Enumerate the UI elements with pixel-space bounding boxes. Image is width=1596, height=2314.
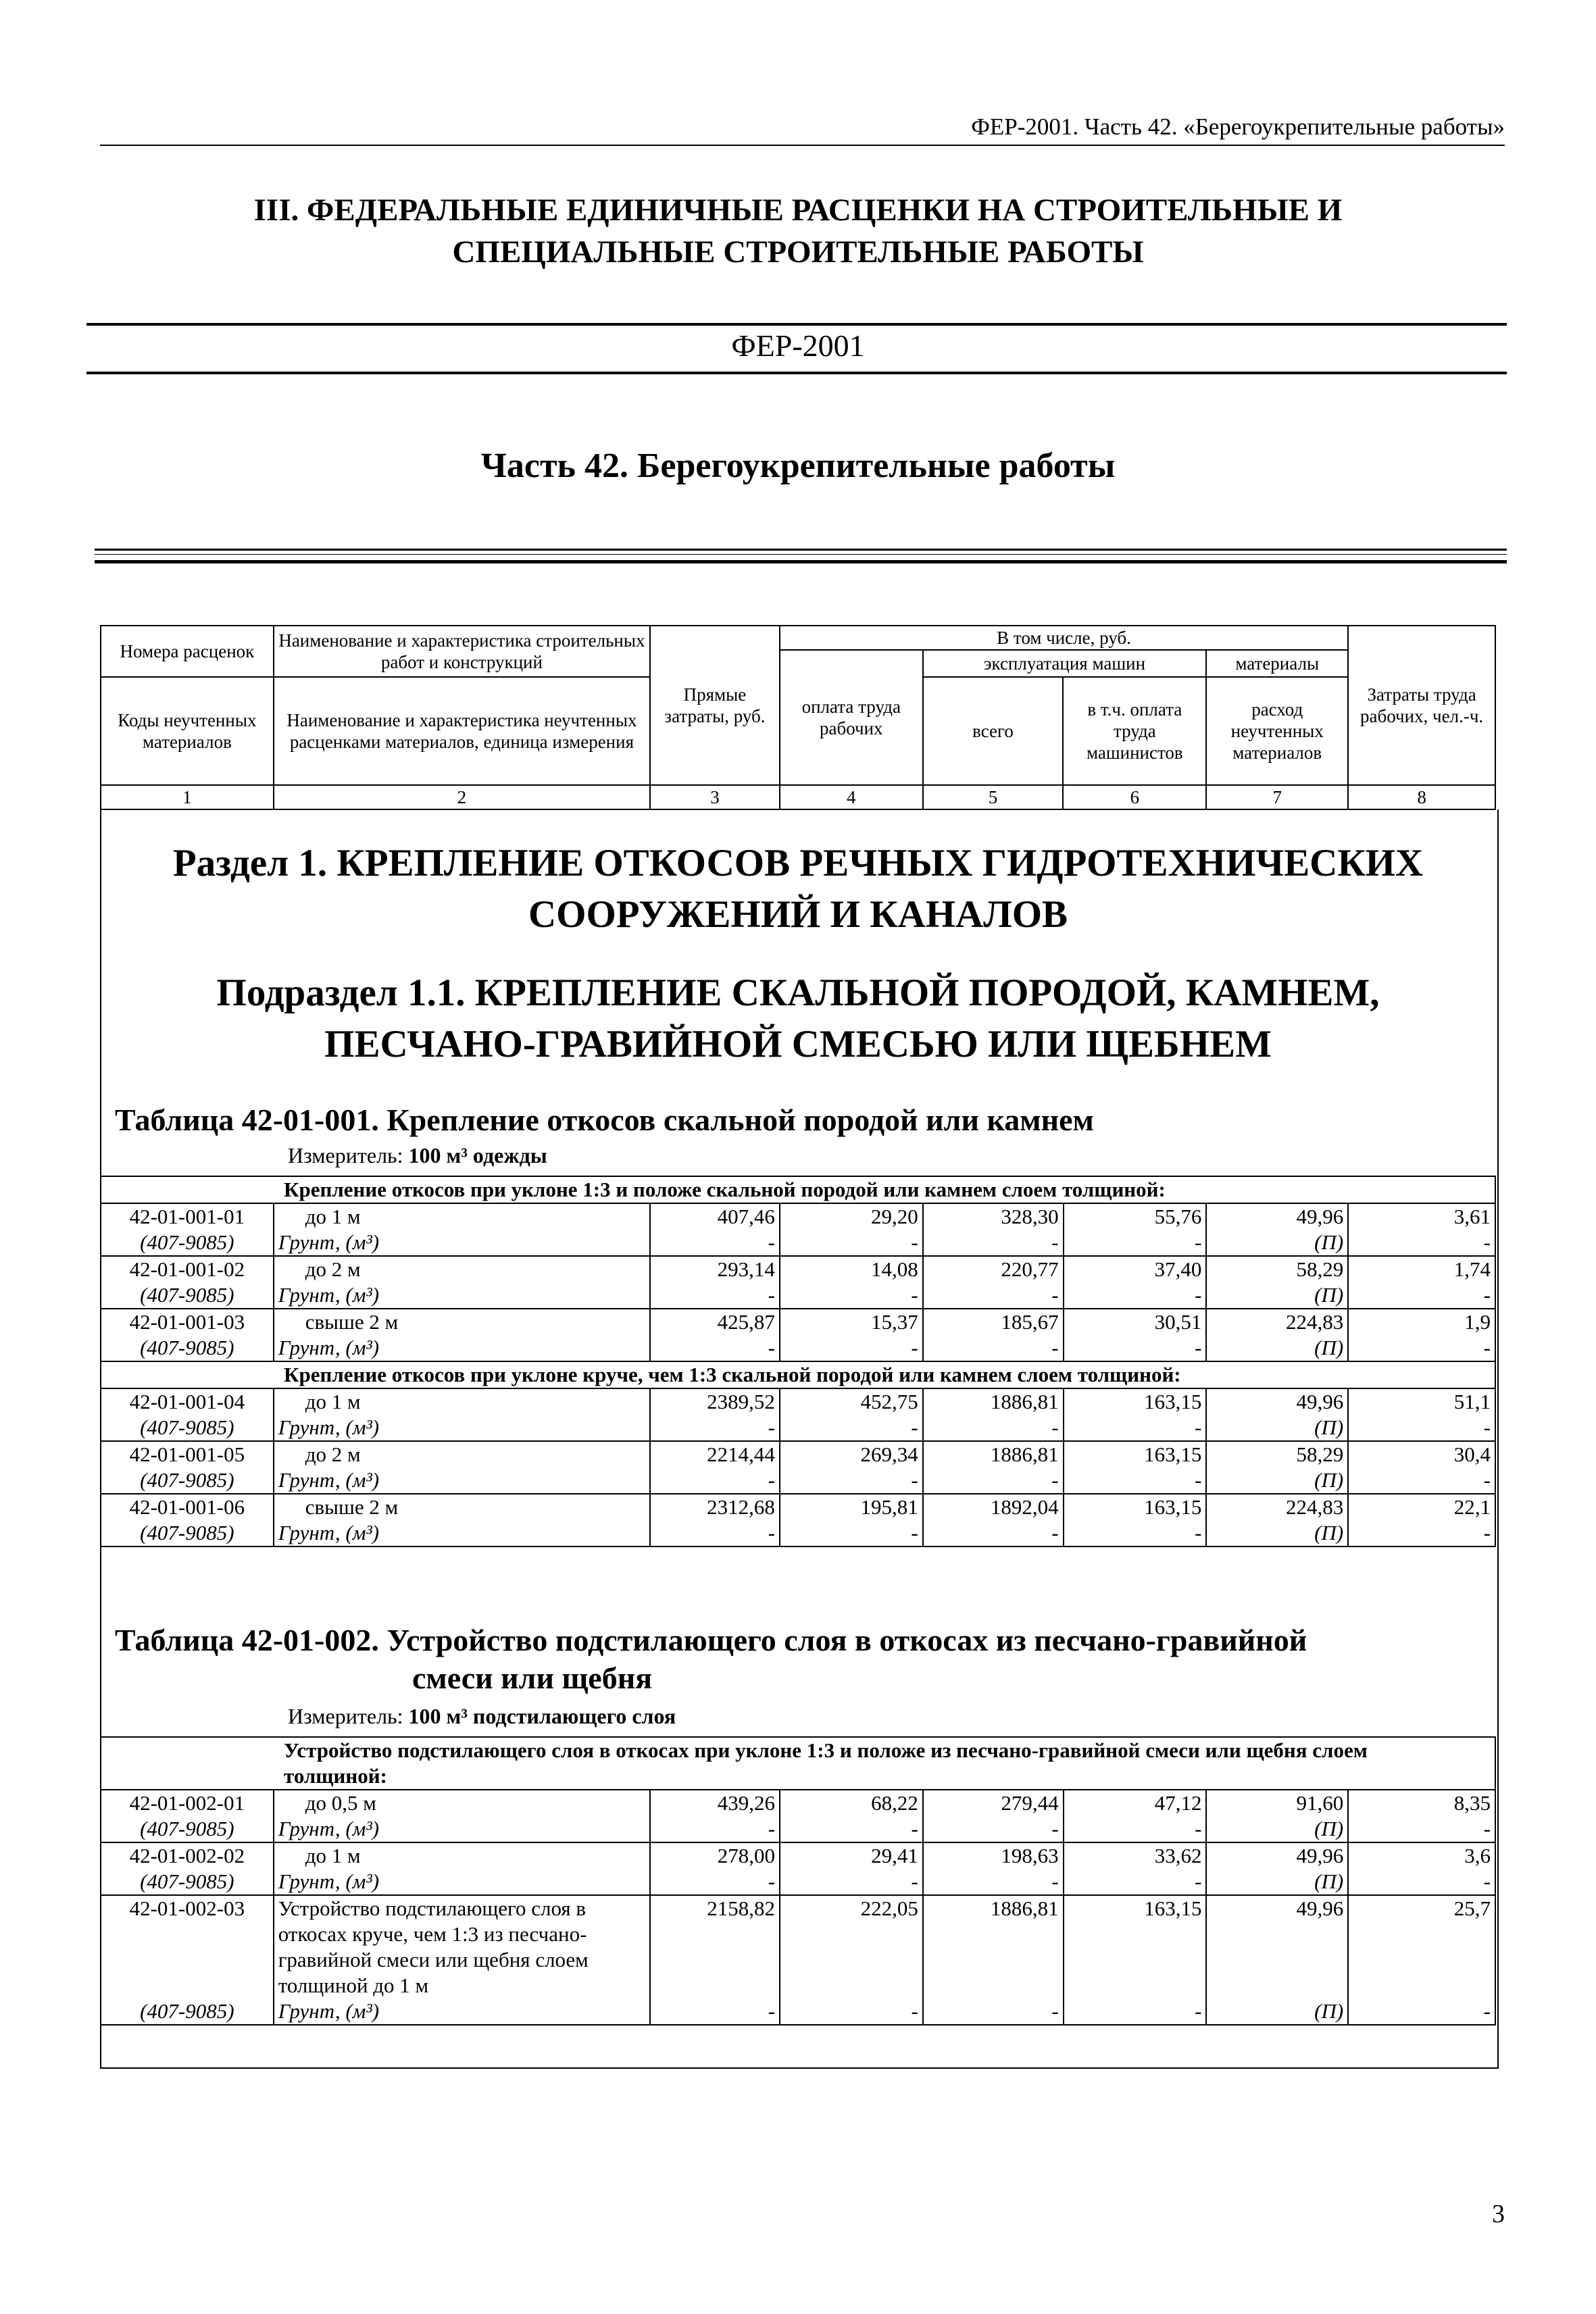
table-row xyxy=(101,1309,1495,1335)
worker-pay: 195,81 xyxy=(780,1494,923,1520)
dash: - xyxy=(780,1869,923,1895)
direct-costs: 2389,52 xyxy=(650,1388,780,1415)
material-name: Грунт, (м³) xyxy=(274,1998,650,2025)
rate-code: 42-01-002-02 xyxy=(101,1842,274,1869)
direct-costs: 2158,82 xyxy=(650,1895,780,1998)
worker-pay: 14,08 xyxy=(780,1256,923,1282)
header-machinist-pay: в т.ч. оплата труда машинистов xyxy=(1063,677,1206,785)
material-code: (407-9085) xyxy=(101,1520,274,1546)
table-row-material xyxy=(101,1520,1495,1546)
dash: - xyxy=(650,1335,780,1361)
dash: - xyxy=(650,1467,780,1494)
rate-code: 42-01-001-06 xyxy=(101,1494,274,1520)
worker-pay: 269,34 xyxy=(780,1441,923,1467)
materials: 58,29 xyxy=(1206,1441,1348,1467)
table-row xyxy=(101,1494,1495,1520)
worker-pay: 15,37 xyxy=(780,1309,923,1335)
col-num: 7 xyxy=(1206,785,1348,809)
labor-costs: 25,7 xyxy=(1348,1895,1495,1998)
running-header-rule xyxy=(100,145,1505,146)
dash: - xyxy=(780,1816,923,1842)
dash: - xyxy=(1348,1998,1495,2025)
direct-costs: 2312,68 xyxy=(650,1494,780,1520)
work-name: до 0,5 м xyxy=(274,1790,650,1816)
dash: - xyxy=(1348,1467,1495,1494)
header-material-code: Коды неучтенных материалов xyxy=(101,677,274,785)
table-row xyxy=(101,1203,1495,1230)
running-header: ФЕР-2001. Часть 42. «Берегоукрепительные работы» xyxy=(971,114,1505,140)
dash: - xyxy=(1348,1230,1495,1256)
labor-costs: 22,1 xyxy=(1348,1494,1495,1520)
machinist-pay: 163,15 xyxy=(1064,1895,1207,1998)
dash: - xyxy=(1064,1467,1207,1494)
materials: 49,96 xyxy=(1206,1388,1348,1415)
work-name: Устройство подстилающего слоя в откосах круче, чем 1:3 из песчано-гравийной смеси или щебня слоем толщиной до 1 м xyxy=(274,1895,650,1998)
table2-title-line-1: Таблица 42-01-002. Устройство подстилающего слоя в откосах из песчано-гравийной xyxy=(115,1623,1307,1657)
materials: 91,60 xyxy=(1206,1790,1348,1816)
dash: - xyxy=(1348,1816,1495,1842)
labor-costs: 8,35 xyxy=(1348,1790,1495,1816)
dash: - xyxy=(780,1415,923,1441)
dash: - xyxy=(780,1467,923,1494)
page-number: 3 xyxy=(1492,2200,1505,2228)
col-num: 5 xyxy=(923,785,1064,809)
material-name: Грунт, (м³) xyxy=(274,1282,650,1309)
header-materials-group: материалы xyxy=(1206,650,1348,677)
dash: - xyxy=(923,1520,1064,1546)
machines-total: 279,44 xyxy=(923,1790,1064,1816)
work-name: до 1 м xyxy=(274,1388,650,1415)
work-name: до 1 м xyxy=(274,1203,650,1230)
material-code: (407-9085) xyxy=(101,1816,274,1842)
part-title: Часть 42. Берегоукрепительные работы xyxy=(480,447,1116,485)
table1-group-header: Крепление откосов при уклоне 1:3 и положе скальной породой или камнем слоем толщиной: xyxy=(101,1176,1495,1203)
material-name: Грунт, (м³) xyxy=(274,1230,650,1256)
table-row xyxy=(101,1388,1495,1415)
table1-measure-label: Измеритель: xyxy=(288,1143,403,1167)
material-code: (407-9085) xyxy=(101,1230,274,1256)
dash: - xyxy=(923,1816,1064,1842)
rate-code: 42-01-001-04 xyxy=(101,1388,274,1415)
table2-measure-value: 100 м³ подстилающего слоя xyxy=(408,1704,676,1728)
dash: - xyxy=(780,1230,923,1256)
col-num: 3 xyxy=(650,785,780,809)
table2-title xyxy=(115,1621,1307,1697)
machinist-pay: 30,51 xyxy=(1064,1309,1207,1335)
dash: - xyxy=(1064,1415,1207,1441)
table1-title: Таблица 42-01-001. Крепление откосов скальной породой или камнем xyxy=(115,1103,1094,1137)
direct-costs: 407,46 xyxy=(650,1203,780,1230)
header-work-name: Наименование и характеристика строительных работ и конструкций xyxy=(274,626,650,677)
subsection-title-line-2: ПЕСЧАНО-ГРАВИЙНОЙ СМЕСЬЮ ИЛИ ЩЕБНЕМ xyxy=(324,1023,1272,1065)
section-title xyxy=(100,838,1496,940)
work-name: свыше 2 м xyxy=(274,1309,650,1335)
header-direct-costs: Прямые затраты, руб. xyxy=(650,626,780,785)
table-row-material xyxy=(101,1415,1495,1441)
dash: - xyxy=(1064,1335,1207,1361)
rate-code: 42-01-002-01 xyxy=(101,1790,274,1816)
machinist-pay: 37,40 xyxy=(1064,1256,1207,1282)
direct-costs: 2214,44 xyxy=(650,1441,780,1467)
dash: - xyxy=(923,1869,1064,1895)
header-material-name: Наименование и характеристика неучтенных расценками материалов, единица измерения xyxy=(274,677,650,785)
dash: - xyxy=(650,1816,780,1842)
dash: - xyxy=(1348,1520,1495,1546)
rate-code: 42-01-001-01 xyxy=(101,1203,274,1230)
material-name: Грунт, (м³) xyxy=(274,1520,650,1546)
direct-costs: 439,26 xyxy=(650,1790,780,1816)
dash: - xyxy=(650,1282,780,1309)
header-worker-pay: оплата труда рабочих xyxy=(780,650,923,785)
dash: - xyxy=(650,1415,780,1441)
material-qty: (П) xyxy=(1206,1467,1348,1494)
col-num: 6 xyxy=(1063,785,1206,809)
dash: - xyxy=(650,1869,780,1895)
dash: - xyxy=(1348,1335,1495,1361)
rate-code: 42-01-001-03 xyxy=(101,1309,274,1335)
rate-code: 42-01-002-03 xyxy=(101,1895,274,1998)
machinist-pay: 33,62 xyxy=(1064,1842,1207,1869)
subsection-title xyxy=(100,967,1496,1070)
work-name: до 2 м xyxy=(274,1256,650,1282)
dash: - xyxy=(780,1998,923,2025)
decorative-rule xyxy=(95,549,1507,563)
material-code: (407-9085) xyxy=(101,1998,274,2025)
labor-costs: 3,61 xyxy=(1348,1203,1495,1230)
dash: - xyxy=(923,1230,1064,1256)
material-code: (407-9085) xyxy=(101,1335,274,1361)
materials: 49,96 xyxy=(1206,1203,1348,1230)
dash: - xyxy=(1064,1816,1207,1842)
dash: - xyxy=(923,1335,1064,1361)
dash: - xyxy=(1348,1282,1495,1309)
material-code: (407-9085) xyxy=(101,1282,274,1309)
table1-measure-value: 100 м³ одежды xyxy=(408,1143,547,1167)
labor-costs: 30,4 xyxy=(1348,1441,1495,1467)
material-code: (407-9085) xyxy=(101,1869,274,1895)
work-name: до 1 м xyxy=(274,1842,650,1869)
dash: - xyxy=(923,1467,1064,1494)
table-row xyxy=(101,1790,1495,1816)
col-num: 8 xyxy=(1348,785,1495,809)
worker-pay: 68,22 xyxy=(780,1790,923,1816)
table1 xyxy=(100,1176,1496,1547)
table2-measure xyxy=(288,1704,676,1729)
worker-pay: 29,20 xyxy=(780,1203,923,1230)
material-qty: (П) xyxy=(1206,1816,1348,1842)
table-row-material xyxy=(101,1869,1495,1895)
header-machines-total: всего xyxy=(923,677,1064,785)
machinist-pay: 163,15 xyxy=(1064,1494,1207,1520)
section-title-line-2: СООРУЖЕНИЙ И КАНАЛОВ xyxy=(528,893,1068,936)
labor-costs: 1,74 xyxy=(1348,1256,1495,1282)
materials: 49,96 xyxy=(1206,1895,1348,1998)
materials: 58,29 xyxy=(1206,1256,1348,1282)
worker-pay: 452,75 xyxy=(780,1388,923,1415)
dash: - xyxy=(1064,1869,1207,1895)
materials: 224,83 xyxy=(1206,1309,1348,1335)
material-qty: (П) xyxy=(1206,1869,1348,1895)
dash: - xyxy=(780,1282,923,1309)
work-name: до 2 м xyxy=(274,1441,650,1467)
machinist-pay: 163,15 xyxy=(1064,1388,1207,1415)
machinist-pay: 163,15 xyxy=(1064,1441,1207,1467)
machines-total: 198,63 xyxy=(923,1842,1064,1869)
material-name: Грунт, (м³) xyxy=(274,1335,650,1361)
machinist-pay: 47,12 xyxy=(1064,1790,1207,1816)
table-row-material xyxy=(101,1230,1495,1256)
fer-rule-top xyxy=(86,323,1507,326)
dash: - xyxy=(1348,1415,1495,1441)
col-num: 4 xyxy=(780,785,923,809)
material-code: (407-9085) xyxy=(101,1467,274,1494)
material-qty: (П) xyxy=(1206,1282,1348,1309)
dash: - xyxy=(923,1415,1064,1441)
dash: - xyxy=(923,1282,1064,1309)
fer-rule-bottom xyxy=(86,372,1507,374)
dash: - xyxy=(1064,1998,1207,2025)
table-row-material xyxy=(101,1335,1495,1361)
dash: - xyxy=(780,1335,923,1361)
materials: 49,96 xyxy=(1206,1842,1348,1869)
dash: - xyxy=(650,1230,780,1256)
material-qty: (П) xyxy=(1206,1998,1348,2025)
machines-total: 1886,81 xyxy=(923,1895,1064,1998)
machines-total: 1886,81 xyxy=(923,1388,1064,1415)
material-qty: (П) xyxy=(1206,1230,1348,1256)
material-qty: (П) xyxy=(1206,1335,1348,1361)
machines-total: 328,30 xyxy=(923,1203,1064,1230)
material-qty: (П) xyxy=(1206,1520,1348,1546)
machines-total: 220,77 xyxy=(923,1256,1064,1282)
worker-pay: 29,41 xyxy=(780,1842,923,1869)
main-title-line-1: III. ФЕДЕРАЛЬНЫЕ ЕДИНИЧНЫЕ РАСЦЕНКИ НА СТРОИТЕЛЬНЫЕ И xyxy=(253,193,1343,228)
table2-title-line-2: смеси или щебня xyxy=(412,1661,653,1695)
column-header-table xyxy=(100,625,1496,810)
header-labor-costs: Затраты труда рабочих, чел.-ч. xyxy=(1348,626,1495,785)
dash: - xyxy=(780,1520,923,1546)
material-code: (407-9085) xyxy=(101,1415,274,1441)
material-qty: (П) xyxy=(1206,1415,1348,1441)
col-num: 1 xyxy=(101,785,274,809)
rate-code: 42-01-001-02 xyxy=(101,1256,274,1282)
dash: - xyxy=(1064,1282,1207,1309)
main-title xyxy=(95,189,1501,273)
work-name: свыше 2 м xyxy=(274,1494,650,1520)
labor-costs: 3,6 xyxy=(1348,1842,1495,1869)
table1-measure xyxy=(288,1143,547,1168)
table2-measure-label: Измеритель: xyxy=(288,1704,403,1728)
labor-costs: 1,9 xyxy=(1348,1309,1495,1335)
machines-total: 185,67 xyxy=(923,1309,1064,1335)
machines-total: 1892,04 xyxy=(923,1494,1064,1520)
table1-group-header-2: Крепление откосов при уклоне круче, чем 1:3 скальной породой или камнем слоем толщиной: xyxy=(101,1361,1495,1388)
header-including-group: В том числе, руб. xyxy=(780,626,1348,650)
labor-costs: 51,1 xyxy=(1348,1388,1495,1415)
dash: - xyxy=(1064,1230,1207,1256)
material-name: Грунт, (м³) xyxy=(274,1869,650,1895)
section-title-line-1: Раздел 1. КРЕПЛЕНИЕ ОТКОСОВ РЕЧНЫХ ГИДРОТЕХНИЧЕСКИХ xyxy=(172,842,1424,884)
table-row-material xyxy=(101,1998,1495,2025)
header-rate-number: Номера расценок xyxy=(101,626,274,677)
dash: - xyxy=(1348,1869,1495,1895)
col-num: 2 xyxy=(274,785,650,809)
table2 xyxy=(100,1736,1496,2026)
material-name: Грунт, (м³) xyxy=(274,1415,650,1441)
header-machines-group: эксплуатация машин xyxy=(923,650,1207,677)
direct-costs: 278,00 xyxy=(650,1842,780,1869)
table-row xyxy=(101,1842,1495,1869)
dash: - xyxy=(650,1998,780,2025)
worker-pay: 222,05 xyxy=(780,1895,923,1998)
material-name: Грунт, (м³) xyxy=(274,1816,650,1842)
header-material-consumption: расход неучтенных материалов xyxy=(1206,677,1348,785)
table-row-material xyxy=(101,1467,1495,1494)
table-row xyxy=(101,1441,1495,1467)
machinist-pay: 55,76 xyxy=(1064,1203,1207,1230)
table2-group-header: Устройство подстилающего слоя в откосах при уклоне 1:3 и положе из песчано-гравийной смеси или щебня слоем толщиной: xyxy=(101,1737,1495,1790)
rate-code: 42-01-001-05 xyxy=(101,1441,274,1467)
dash: - xyxy=(1064,1520,1207,1546)
table-row xyxy=(101,1895,1495,1998)
table-row-material xyxy=(101,1282,1495,1309)
direct-costs: 425,87 xyxy=(650,1309,780,1335)
machines-total: 1886,81 xyxy=(923,1441,1064,1467)
dash: - xyxy=(650,1520,780,1546)
subsection-title-line-1: Подраздел 1.1. КРЕПЛЕНИЕ СКАЛЬНОЙ ПОРОДОЙ, КАМНЕМ, xyxy=(216,972,1380,1014)
direct-costs: 293,14 xyxy=(650,1256,780,1282)
fer-code: ФЕР-2001 xyxy=(731,328,865,363)
table-row xyxy=(101,1256,1495,1282)
table-row-material xyxy=(101,1816,1495,1842)
main-title-line-2: СПЕЦИАЛЬНЫЕ СТРОИТЕЛЬНЫЕ РАБОТЫ xyxy=(452,234,1144,270)
materials: 224,83 xyxy=(1206,1494,1348,1520)
material-name: Грунт, (м³) xyxy=(274,1467,650,1494)
dash: - xyxy=(923,1998,1064,2025)
